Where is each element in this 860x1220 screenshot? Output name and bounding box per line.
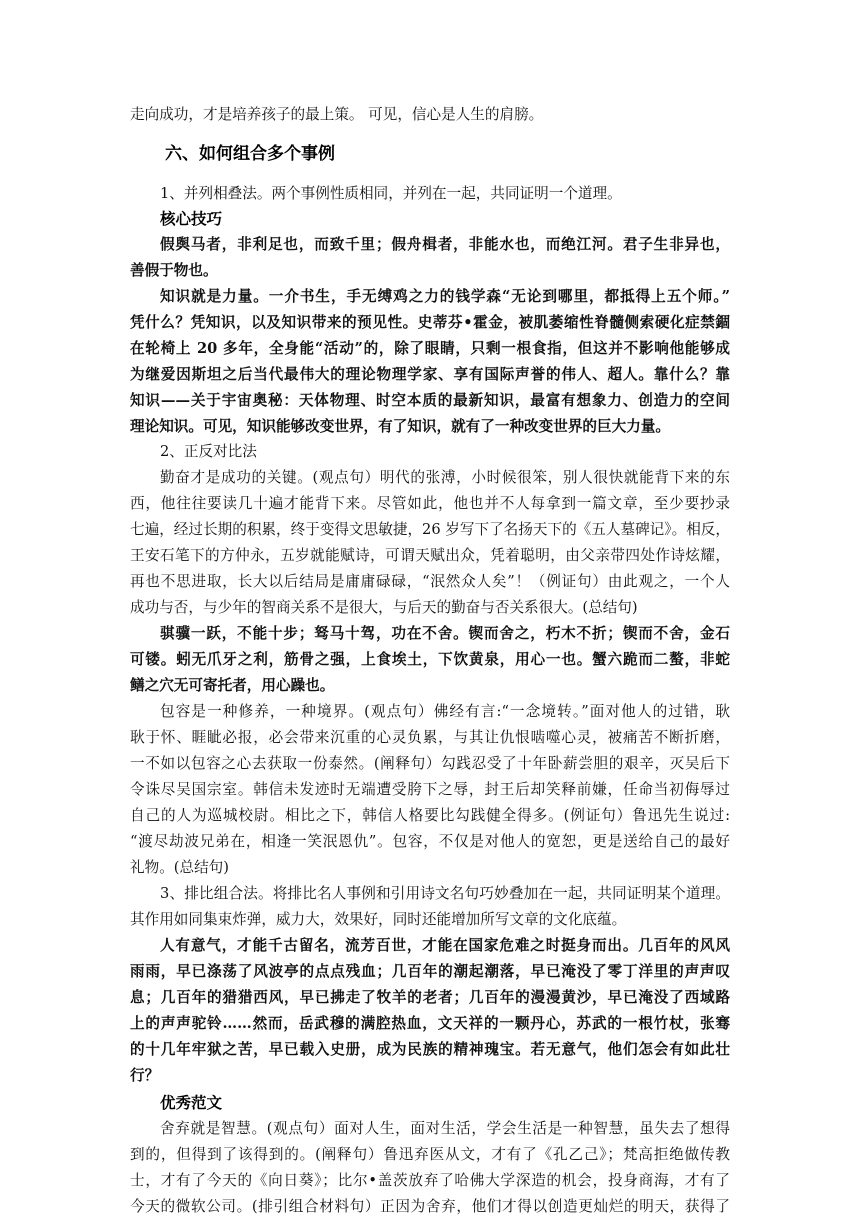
tolerance-line: 自己的人为巡城校尉。相比之下，韩信人格要比勾践健全得多。(例证句）鲁迅先生说过: xyxy=(130,807,730,824)
core-skill-heading: 核心技巧 xyxy=(160,210,223,228)
knowledge-line: 理论知识。可见，知识能够改变世界，有了知识，就有了一种改变世界的巨大力量。 xyxy=(130,418,670,435)
knowledge-line: 在轮椅上 20 多年，全身能“活动”的，除了眼睛，只剩一根食指，但这并不影响他能够成 xyxy=(130,340,730,357)
diligence-line: 成功与否，与少年的智商关系不是很大，与后天的勤奋与否关系很大。(总结句) xyxy=(130,599,638,616)
quote2-line: 骐骥一跃，不能十步；驽马十驾，功在不舍。锲而舍之，朽木不折；锲而不舍，金石 xyxy=(160,625,730,642)
method-2-line: 2、正反对比法 xyxy=(160,443,257,460)
method-1-line: 1、并列相叠法。两个事例性质相同，并列在一起，共同证明一个道理。 xyxy=(160,185,622,202)
quote2-line: 鳝之穴无可寄托者，用心躁也。 xyxy=(130,677,335,694)
quote1-line: 善假于物也。 xyxy=(130,262,218,279)
tolerance-line: 礼物。(总结句) xyxy=(130,859,229,876)
essay-line: 舍弃就是智慧。(观点句）面对人生，面对生活，学会生活是一种智慧，虽失去了想得 xyxy=(160,1120,730,1137)
spirit-line: 行？ xyxy=(130,1067,160,1084)
diligence-line: 西，他往往要读几十遍才能背下来。尽管如此，他也并不人每拿到一篇文章，至少要抄录 xyxy=(130,495,730,512)
diligence-line: 勤奋才是成功的关键。(观点句）明代的张溥，小时候很笨，别人很快就能背下来的东 xyxy=(160,469,730,486)
knowledge-line: 凭什么？凭知识，以及知识带来的预见性。史蒂芬•霍金，被肌萎缩性脊髓侧索硬化症禁錮 xyxy=(130,314,730,331)
tolerance-line: 令诛尽吴国宗室。韩信未发迹时无端遭受胯下之辱，封王后却笑释前嫌，任命当初侮辱过 xyxy=(130,781,730,798)
spirit-line: 人有意气，才能千古留名，流芳百世，才能在国家危难之时挺身而出。几百年的风风 xyxy=(160,937,730,954)
method-3-line: 3、排比组合法。将排比名人事例和引用诗文名句巧妙叠加在一起，共同证明某个道理。 xyxy=(160,885,730,902)
tolerance-line: 耿于怀、睚眦必报，必会带来沉重的心灵负累，与其让仇恨啮噬心灵，被痛苦不断折磨， xyxy=(130,729,730,746)
knowledge-line: 知识就是力量。一介书生，手无缚鸡之力的钱学森“无论到哪里，都抵得上五个师。” xyxy=(160,288,730,305)
intro-line: 走向成功，才是培养孩子的最上策。 可见，信心是人生的肩膀。 xyxy=(130,106,544,123)
spirit-line: 上的声声驼铃……然而，岳武穆的满腔热血，文天祥的一颗丹心，苏武的一根竹杖，张骞 xyxy=(130,1015,730,1032)
essay-line: 士，才有了今天的《向日葵》；比尔•盖茨放弃了哈佛大学深造的机会，投身商海，才有了 xyxy=(130,1172,730,1189)
essay-line: 到的，但得到了该得到的。(阐释句）鲁迅弃医从文，才有了《孔乙己》；梵高拒绝做传教 xyxy=(130,1146,730,1163)
section-title: 六、如何组合多个事例 xyxy=(165,144,335,164)
excellent-essay-heading: 优秀范文 xyxy=(160,1094,223,1112)
spirit-line: 的十几年牢狱之苦，早已载入史册，成为民族的精神瑰宝。若无意气，他们怎会有如此壮 xyxy=(130,1041,730,1058)
diligence-line: 七遍，经过长期的积累，终于变得文思敏捷，26 岁写下了名扬天下的《五人墓碑记》。相反， xyxy=(130,521,730,538)
diligence-line: 再也不思进取，长大以后结局是庸庸碌碌，“泯然众人矣”！（例证句）由此观之，一个人 xyxy=(130,573,730,590)
knowledge-line: 知识——关于宇宙奥秘：天体物理、时空本质的最新知识，最富有想象力、创造力的空间 xyxy=(130,392,730,409)
method-3-line: 其作用如同集束炸弹，威力大，效果好，同时还能增加所写文章的文化底蕴。 xyxy=(130,911,627,928)
spirit-line: 息；几百年的猎猎西风，早已拂走了牧羊的老者；几百年的漫漫黄沙，早已淹没了西域路 xyxy=(130,989,730,1006)
tolerance-line: “渡尽劫波兄弟在，相逢一笑泯恩仇”。包容，不仅是对他人的宽恕，更是送给自己的最好 xyxy=(130,833,730,850)
quote1-line: 假舆马者，非利足也，而致千里；假舟楫者，非能水也，而绝江河。君子生非异也， xyxy=(160,236,730,253)
tolerance-line: 包容是一种修养，一种境界。(观点句）佛经有言:“一念境转。”面对他人的过错，耿 xyxy=(160,703,730,720)
quote2-line: 可镂。蚓无爪牙之利，筋骨之强，上食埃土，下饮黄泉，用心一也。蟹六跪而二螯，非蛇 xyxy=(130,651,730,668)
essay-line: 今天的微软公司。(排引组合材料句）正因为舍弃，他们才得以创造更灿烂的明天，获得了 xyxy=(130,1198,730,1215)
diligence-line: 王安石笔下的方仲永，五岁就能赋诗，可谓天赋出众，凭着聪明，由父亲带四处作诗炫耀， xyxy=(130,547,730,564)
tolerance-line: 一不如以包容之心去获取一份泰然。(阐释句）勾践忍受了十年卧薪尝胆的艰辛，灭吴后下 xyxy=(130,755,730,772)
spirit-line: 雨雨，早已涤荡了风波亭的点点残血；几百年的潮起潮落，早已淹没了零丁洋里的声声叹 xyxy=(130,963,730,980)
knowledge-line: 为继爱因斯坦之后当代最伟大的理论物理学家、享有国际声誉的伟人、超人。靠什么？靠 xyxy=(130,366,730,383)
